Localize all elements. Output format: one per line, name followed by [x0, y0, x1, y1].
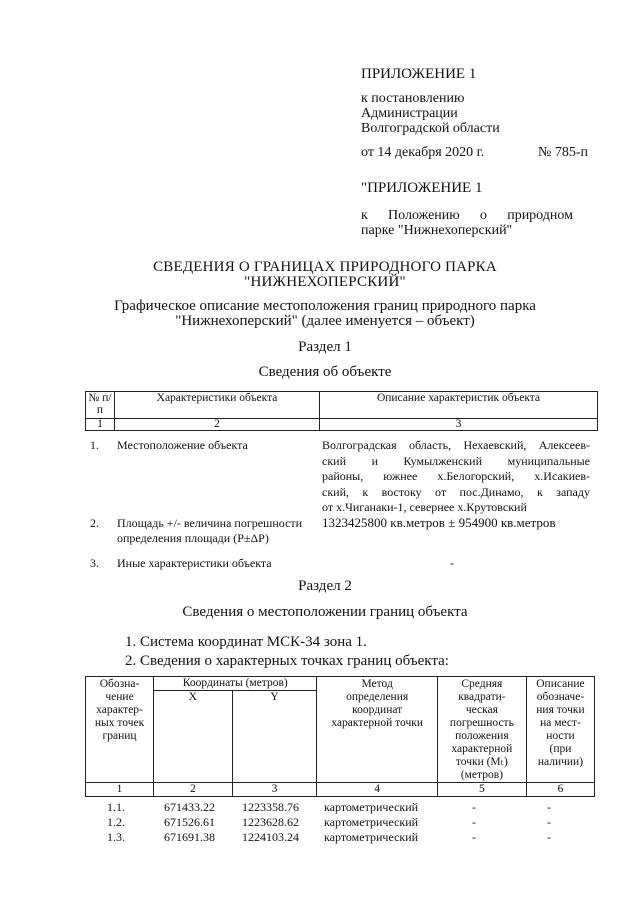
description-line: от х.Чиганаки-1, севернее х.Крутовский — [322, 500, 527, 514]
decree-line-3: Волгоградской области — [361, 121, 500, 136]
column-header-y: Y — [232, 691, 317, 783]
point-description: - — [547, 815, 551, 829]
decree-number: № 785-п — [538, 145, 589, 160]
column-number: 3 — [320, 419, 598, 431]
page-title-line-1: СВЕДЕНИЯ О ГРАНИЦАХ ПРИРОДНОГО ПАРКА — [153, 259, 497, 275]
column-header-coordinates: Координаты (метров) — [154, 677, 317, 691]
description-line: районы, южнее х.Белогорский, х.Исакиев- — [322, 469, 590, 483]
header-line: ческая — [465, 704, 498, 716]
page-subtitle-line-2: "Нижнехоперский" (далее именуется – объект) — [175, 313, 475, 329]
column-header-number: № п/п — [86, 392, 115, 419]
column-header-method — [317, 677, 437, 783]
boundary-points-table — [85, 676, 595, 797]
header-line: Средняя — [461, 678, 503, 690]
point-y: 1223358.76 — [242, 800, 299, 814]
point-method: картометрический — [324, 830, 419, 844]
point-id: 1.3. — [107, 830, 125, 844]
decree-line-1: к постановлению — [361, 91, 465, 106]
description-line: ский, к востоку от пос.Динамо, к западу — [322, 484, 590, 499]
section-2-label: Раздел 2 — [298, 578, 352, 594]
column-header-point-description — [526, 677, 594, 783]
header-line: ных точек — [94, 717, 145, 729]
page-subtitle — [0, 299, 640, 329]
appendix-quoted-label: "ПРИЛОЖЕНИЕ 1 — [361, 180, 483, 196]
header-line: (при — [549, 743, 572, 755]
header-line: Обозна- — [99, 678, 140, 690]
section-1-label: Раздел 1 — [298, 339, 352, 355]
header-line: характерной точки — [331, 717, 423, 729]
page-subtitle-line-1: Графическое описание местоположения границ природного парка — [114, 298, 536, 314]
regulation-line-2: парке "Нижнехоперский" — [361, 223, 513, 238]
header-line: определения — [346, 691, 409, 703]
column-number: 4 — [317, 783, 437, 797]
column-number: 6 — [526, 783, 594, 797]
header-line: границ — [102, 730, 137, 742]
header-line: положения — [455, 730, 509, 742]
header-line: точки (Mₜ) — [455, 756, 508, 768]
point-accuracy: - — [472, 815, 476, 829]
point-accuracy: - — [472, 800, 476, 814]
column-number: 5 — [437, 783, 526, 797]
header-line: квадрати- — [458, 691, 506, 703]
header-line: характерной — [451, 743, 513, 755]
points-intro: 2. Сведения о характерных точках границ объекта: — [125, 653, 449, 669]
point-id: 1.2. — [107, 815, 125, 829]
column-number: 2 — [115, 419, 320, 431]
row-number: 1. — [90, 438, 99, 452]
table-row — [85, 830, 595, 845]
header-line: ности — [546, 730, 575, 742]
decree-line-2: Администрации — [361, 106, 458, 121]
header-line: Метод — [361, 678, 393, 690]
point-accuracy: - — [472, 830, 476, 844]
characteristic-line: Площадь +/- величина погрешности — [117, 516, 303, 530]
row-characteristic — [117, 516, 302, 546]
header-line: обозначе- — [536, 691, 585, 703]
header-line: погрешность — [449, 717, 514, 729]
row-characteristic: Местоположение объекта — [117, 438, 248, 452]
header-line: чение — [105, 691, 134, 703]
column-number: 2 — [154, 783, 233, 797]
page-title — [0, 260, 640, 290]
area-value: 1323425800 кв.метров ± 954900 кв.метров — [322, 515, 556, 530]
row-number: 3. — [90, 556, 99, 570]
point-x: 671526.61 — [164, 815, 215, 829]
regulation-line-1: к Положению о природном — [361, 208, 573, 223]
column-number: 1 — [86, 783, 154, 797]
column-header-x: X — [154, 691, 233, 783]
column-header-accuracy — [437, 677, 526, 783]
point-id: 1.1. — [107, 800, 125, 814]
row-characteristic: Иные характеристики объекта — [117, 556, 272, 570]
decree-reference — [361, 91, 500, 136]
point-x: 671691.38 — [164, 830, 215, 844]
column-number: 1 — [86, 419, 115, 431]
page-title-line-2: "НИЖНЕХОПЕРСКИЙ" — [244, 274, 406, 290]
header-line: ния точки — [536, 704, 585, 716]
description-line: Волгоградская область, Нехаевский, Алексеев- — [322, 438, 590, 452]
point-x: 671433.22 — [164, 800, 215, 814]
point-y: 1224103.24 — [242, 830, 299, 844]
column-number: 3 — [232, 783, 317, 797]
column-header-characteristics: Характеристики объекта — [115, 392, 320, 419]
header-line: наличии) — [537, 756, 584, 768]
coordinate-system: 1. Система координат МСК-34 зона 1. — [125, 634, 367, 650]
decree-date: от 14 декабря 2020 г. — [361, 145, 485, 160]
row-number: 2. — [90, 516, 99, 530]
table-row — [85, 800, 595, 815]
object-location-description — [322, 438, 590, 516]
header-line: (метров) — [460, 769, 503, 781]
point-method: картометрический — [324, 815, 419, 829]
section-1-heading: Сведения об объекте — [258, 364, 392, 380]
appendix-label: ПРИЛОЖЕНИЕ 1 — [361, 66, 477, 82]
point-y: 1223628.62 — [242, 815, 299, 829]
section-2-heading: Сведения о местоположении границ объекта — [182, 604, 468, 620]
table-row — [85, 815, 595, 830]
row-description: - — [450, 556, 454, 570]
points-list — [85, 800, 595, 845]
header-line: Описание — [536, 678, 585, 690]
point-description: - — [547, 800, 551, 814]
column-header-designation — [86, 677, 154, 783]
column-header-description: Описание характеристик объекта — [320, 392, 598, 419]
header-line: на мест- — [540, 717, 581, 729]
header-line: характер- — [96, 704, 143, 716]
object-info-table — [85, 391, 598, 431]
point-method: картометрический — [324, 800, 419, 814]
header-line: координат — [352, 704, 403, 716]
characteristic-line: определения площади (Р±ΔР) — [117, 531, 269, 545]
point-description: - — [547, 830, 551, 844]
description-line: ский и Кумылженский муниципальные — [322, 453, 590, 468]
